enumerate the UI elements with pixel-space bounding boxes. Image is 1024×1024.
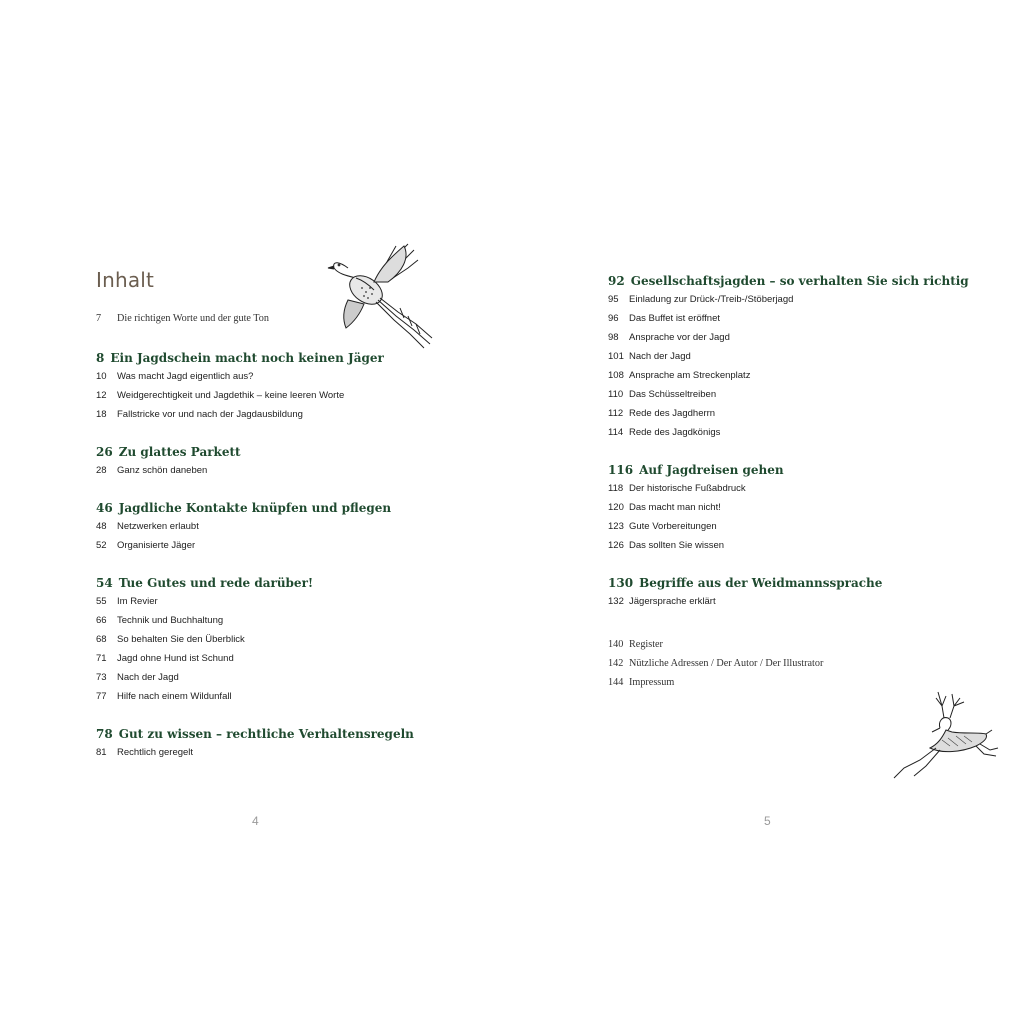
entry-label: Die richtigen Worte und der gute Ton [117, 313, 269, 324]
entry-label: Ansprache am Streckenplatz [629, 370, 751, 381]
entry-page-number: 126 [608, 540, 624, 551]
entry-label: Weidgerechtigkeit und Jagdethik – keine leeren Worte [117, 390, 345, 401]
entry-label: Nach der Jagd [629, 351, 691, 362]
entry-page-number: 73 [96, 672, 107, 683]
toc-entry[interactable] [608, 408, 1008, 427]
entry-label: Organisierte Jäger [117, 540, 196, 551]
entry-page-number: 112 [608, 408, 624, 419]
entry-page-number: 10 [96, 371, 107, 382]
entry-label: Das Schüsseltreiben [629, 389, 717, 400]
toc-entry[interactable] [96, 371, 516, 390]
toc-appendix-entry[interactable] [608, 639, 1008, 658]
entry-label: Fallstricke vor und nach der Jagdausbildung [117, 409, 303, 420]
chapter-title: Auf Jagdreisen gehen [639, 463, 784, 477]
entry-label: Nach der Jagd [117, 672, 179, 683]
toc-entry[interactable] [608, 389, 1008, 408]
toc-left-column [96, 313, 516, 766]
entry-label: Impressum [629, 677, 675, 688]
entry-page-number: 140 [608, 639, 624, 650]
entry-page-number: 71 [96, 653, 107, 664]
toc-entry[interactable] [96, 409, 516, 428]
leaping-stag-illustration-icon [880, 688, 1000, 783]
toc-entry[interactable] [608, 502, 1008, 521]
toc-entry[interactable] [608, 596, 1008, 615]
entry-page-number: 142 [608, 658, 624, 669]
toc-entry[interactable] [608, 294, 1008, 313]
entry-page-number: 66 [96, 615, 107, 626]
toc-appendix-entry[interactable] [608, 658, 1008, 677]
entry-page-number: 18 [96, 409, 107, 420]
chapter-page-number: 116 [608, 463, 634, 477]
toc-entry[interactable] [608, 483, 1008, 502]
toc-entry[interactable] [96, 390, 516, 409]
entry-page-number: 7 [96, 313, 102, 324]
entry-page-number: 108 [608, 370, 624, 381]
entry-page-number: 110 [608, 389, 624, 400]
toc-entry[interactable] [96, 596, 516, 615]
entry-page-number: 118 [608, 483, 624, 494]
chapter-page-number: 26 [96, 445, 113, 459]
entry-label: Jagd ohne Hund ist Schund [117, 653, 234, 664]
entry-page-number: 48 [96, 521, 107, 532]
toc-entry[interactable] [608, 540, 1008, 559]
entry-label: Gute Vorbereitungen [629, 521, 717, 532]
entry-page-number: 98 [608, 332, 619, 343]
entry-page-number: 144 [608, 677, 624, 688]
entry-label: Einladung zur Drück-/Treib-/Stöberjagd [629, 294, 794, 305]
entry-page-number: 96 [608, 313, 619, 324]
toc-entry[interactable] [96, 634, 516, 653]
entry-label: Hilfe nach einem Wildunfall [117, 691, 232, 702]
chapter-title: Gesellschaftsjagden – so verhalten Sie sich richtig [630, 274, 969, 288]
chapter-heading[interactable] [96, 727, 516, 747]
chapter-title: Tue Gutes und rede darüber! [118, 576, 314, 590]
toc-entry[interactable] [96, 691, 516, 710]
toc-entry[interactable] [96, 615, 516, 634]
entry-label: Jägersprache erklärt [629, 596, 716, 607]
entry-page-number: 132 [608, 596, 624, 607]
entry-label: Rechtlich geregelt [117, 747, 194, 758]
chapter-heading[interactable] [608, 576, 1008, 596]
entry-label: Rede des Jagdherrn [629, 408, 716, 419]
chapter-title: Gut zu wissen – rechtliche Verhaltensregeln [118, 727, 414, 741]
entry-label: Das macht man nicht! [629, 502, 721, 513]
entry-label: Das sollten Sie wissen [629, 540, 725, 551]
entry-page-number: 52 [96, 540, 107, 551]
toc-entry[interactable] [608, 313, 1008, 332]
entry-page-number: 95 [608, 294, 619, 305]
entry-page-number: 55 [96, 596, 107, 607]
chapter-title: Jagdliche Kontakte knüpfen und pflegen [118, 501, 392, 515]
chapter-page-number: 54 [96, 576, 113, 590]
entry-label: Netzwerken erlaubt [117, 521, 199, 532]
chapter-heading[interactable] [96, 501, 516, 521]
toc-entry[interactable] [608, 332, 1008, 351]
entry-label: Technik und Buchhaltung [117, 615, 224, 626]
chapter-heading[interactable] [96, 576, 516, 596]
entry-label: Das Buffet ist eröffnet [629, 313, 721, 324]
chapter-title: Zu glattes Parkett [118, 445, 241, 459]
chapter-title: Ein Jagdschein macht noch keinen Jäger [110, 351, 384, 365]
toc-entry[interactable] [96, 747, 516, 766]
chapter-page-number: 8 [96, 351, 105, 365]
entry-label: Ansprache vor der Jagd [629, 332, 730, 343]
chapter-title: Begriffe aus der Weidmannssprache [639, 576, 883, 590]
page-number-left: 4 [252, 814, 259, 828]
toc-entry[interactable] [608, 351, 1008, 370]
entry-page-number: 68 [96, 634, 107, 645]
entry-page-number: 12 [96, 390, 107, 401]
toc-entry[interactable] [96, 521, 516, 540]
toc-entry[interactable] [96, 653, 516, 672]
entry-label: Register [629, 639, 663, 650]
entry-label: Der historische Fußabdruck [629, 483, 746, 494]
page-title: Inhalt [96, 268, 155, 292]
entry-label: Was macht Jagd eigentlich aus? [117, 371, 254, 382]
entry-page-number: 101 [608, 351, 624, 362]
entry-label: Nützliche Adressen / Der Autor / Der Illustrator [629, 658, 824, 669]
entry-label: Ganz schön daneben [117, 465, 208, 476]
entry-page-number: 120 [608, 502, 624, 513]
chapter-heading[interactable] [608, 274, 1008, 294]
toc-entry[interactable] [608, 427, 1008, 446]
toc-entry[interactable] [96, 672, 516, 691]
chapter-heading[interactable] [96, 445, 516, 465]
entry-page-number: 114 [608, 427, 624, 438]
entry-label: Im Revier [117, 596, 158, 607]
entry-label: So behalten Sie den Überblick [117, 634, 245, 645]
toc-intro-entry[interactable] [96, 313, 516, 332]
toc-right-column [608, 274, 1008, 696]
chapter-heading[interactable] [96, 351, 516, 371]
toc-entry[interactable] [608, 521, 1008, 540]
toc-entry[interactable] [96, 465, 516, 484]
entry-page-number: 81 [96, 747, 107, 758]
entry-page-number: 77 [96, 691, 107, 702]
toc-entry[interactable] [608, 370, 1008, 389]
entry-label: Rede des Jagdkönigs [629, 427, 721, 438]
chapter-page-number: 78 [96, 727, 113, 741]
page-number-right: 5 [764, 814, 771, 828]
entry-page-number: 123 [608, 521, 624, 532]
chapter-page-number: 46 [96, 501, 113, 515]
chapter-page-number: 92 [608, 274, 625, 288]
chapter-page-number: 130 [608, 576, 634, 590]
entry-page-number: 28 [96, 465, 107, 476]
chapter-heading[interactable] [608, 463, 1008, 483]
toc-entry[interactable] [96, 540, 516, 559]
